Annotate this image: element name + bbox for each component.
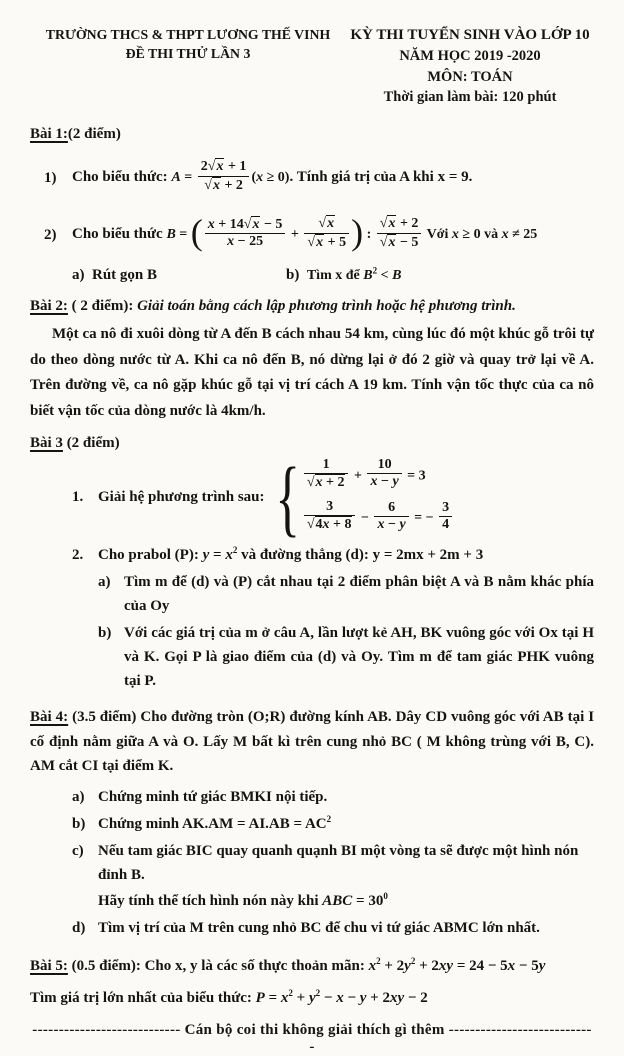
formula-a: A = 2 √ x + 1 √ x + 2 (x ≥ 0) [171,170,289,185]
problem-3-points: (2 điểm) [66,435,120,452]
objective-formula: $P = x^2 + y^2 - x - y + 2xy - 2$ [255,987,428,1006]
school-block [30,25,346,64]
problem-4-subitem-a: a) Chứng minh tứ giác BMKI nội tiếp. [72,788,328,805]
exam-duration: Thời gian làm bài: 120 phút [383,89,557,106]
exam-title: KỲ THI TUYỂN SINH VÀO LỚP 10 [350,27,590,43]
footer-dashes-right: ---------------------------- [309,1021,592,1055]
problem-4-subitem-c: c) Nếu tam giác BIC quay quanh quạnh BI một vòng ta sẽ được một hình nón đỉnh B. Hãy tính thể tích hình nón này khi ABC = $30^0$ [72,839,594,913]
problem-4-subitem-d: d) Tìm vị trí của M trên cung nhỏ BC để chu vi tứ giác ABMC lớn nhất. [72,919,540,936]
footer-note [30,1022,594,1056]
problem-2-heading [30,298,594,315]
formula-b-squared: Tìm x để $B^2 < B$ [306,265,402,284]
item-label: 1. [72,488,84,505]
problem-3-item-2 [72,543,594,567]
problem-1-label: Bài 1: [30,126,68,143]
problem-5-question: Tìm giá trị lớn nhất của biểu thức: $P = x^2 + y^2 - x - y + 2xy - 2$ [30,987,428,1006]
parabola-line: Cho prabol (P): $y = x^2$ và đường thẳng (d): y = 2mx + 2m + 3 [98,545,484,564]
problem-4-points: (3.5 điểm) [72,709,137,726]
subitem-a: a) Rút gọn B [72,267,158,284]
problem-4-subitems [30,785,594,940]
problem-2-label: Bài 2: [30,298,68,315]
item-label: 1) [44,169,57,186]
problem-1-heading [30,126,594,143]
problem-4-subitem-b: b) Chứng minh $AK.AM = AI.AB = AC^2$ [72,813,332,832]
problem-1-subitems [72,267,594,284]
problem-5-heading [30,953,594,979]
problem-3-subitem-a: a) Tìm m để (d) và (P) cắt nhau tại 2 điểm phân biệt A và B nằm khác phía của Oy [98,574,594,615]
school-name: TRƯỜNG THCS & THPT LƯƠNG THẾ VINH [45,27,331,42]
footer-text: Cán bộ coi thi không giải thích gì thêm [184,1021,445,1038]
item-label: 2. [72,547,84,564]
item-text: Giải hệ phương trình sau: [98,488,265,505]
problem-4-label: Bài 4: [30,709,69,726]
equation-system [302,456,454,535]
constraint-formula: $x^2 + 2y^2 + 2xy = 24 - 5x - 5y$ [368,955,546,974]
problem-5-label: Bài 5: [30,957,68,974]
item-text: Cho biểu thức: A = 2 √ x + 1 √ x + 2 (x ≥ 0). Tính giá trị của A khi x = 9. [72,160,472,195]
problem-3-item-1 [72,449,594,546]
problem-5-pre: Cho x, y là các số thực thoản mãn: [144,957,365,974]
item-text: Cho biểu thức B = ( $\frac{x + 14 √ x - 5}{x - 25}$ + √ x √ x + 5 ) : √ x + 2 √ x − 5 Với x ≥ 0 và x ≠ 25 [72,217,537,252]
exam-year: NĂM HỌC 2019 -2020 [399,48,541,65]
problem-2-points: ( 2 điểm): [71,298,134,315]
problem-4-body [30,705,594,779]
equation-1: 1 √ x + 2 + $\frac{10}{x - y}$ = 3 [302,459,454,493]
subitem-c-lines: Nếu tam giác BIC quay quanh quạnh BI một vòng ta sẽ được một hình nón đỉnh B. Hãy tính thể tích hình nón này khi ABC = $30^0$ [98,842,579,909]
item-label: 2) [44,226,57,243]
problem-3-subitem-b: b) Với các giá trị của m ở câu A, lần lượt kẻ AH, BK vuông góc với Ox tại H và K. Gọi P là giao điểm của (d) và Oy. Tìm m để tam giác PHK vuông tại P. [98,625,594,690]
formula-b: B = ( $\frac{x + 14 √ x - 5}{x - 25}$ + √ x √ x + 5 ) : √ x + 2 √ x − 5 Với x ≥ 0 và x ≠ 25 [166,227,537,242]
problem-5-points: (0.5 điểm): [71,957,141,974]
problem-4-text: Cho đường tròn (O;R) đường kính AB. Dây CD vuông góc với AB tại I cố định nằm giữa A và O. Lấy M bất kì trên cung nhỏ BC ( M không trùng với B, C). AM cắt CI tại điểm K. [30,709,595,775]
exam-header [30,25,594,108]
footer-dashes-left: ---------------------------- [32,1021,181,1038]
problem-1-points: (2 điểm) [67,126,121,143]
problem-2-subtitle: Giải toán bằng cách lập phương trình hoặc hệ phương trình. [137,298,516,315]
problem-3-heading [30,435,594,452]
exam-attempt: ĐỀ THI THỬ LẦN 3 [125,46,251,62]
problem-3-label: Bài 3 [30,435,63,452]
problem-2-body: Một ca nô đi xuôi dòng từ A đến B cách nhau 54 km, cùng lúc đó một khúc gỗ trôi tự do theo dòng nước từ A. Khi ca nô đến B, nó dừng lại ở đó 2 giờ và quay trở lại về A. Trên đường về, ca nô gặp khúc gỗ tại vị trí cách A 19 km. Tính vận tốc thực của ca nô biết vận tốc của dòng nước là 4km/h. [30,326,594,419]
subitem-b: b) Tìm x để $B^2 < B$ [286,265,402,284]
equation-2: 3 √ 4x + 8 − $\frac{6}{x - y}$ = − $\frac{3}{4}$ [302,501,454,535]
exam-info-block [346,25,594,108]
problem-1-item-2 [44,207,594,263]
system-brace: { [274,449,300,546]
problem-1-item-1 [44,153,594,203]
exam-subject: MÔN: TOÁN [427,68,513,85]
